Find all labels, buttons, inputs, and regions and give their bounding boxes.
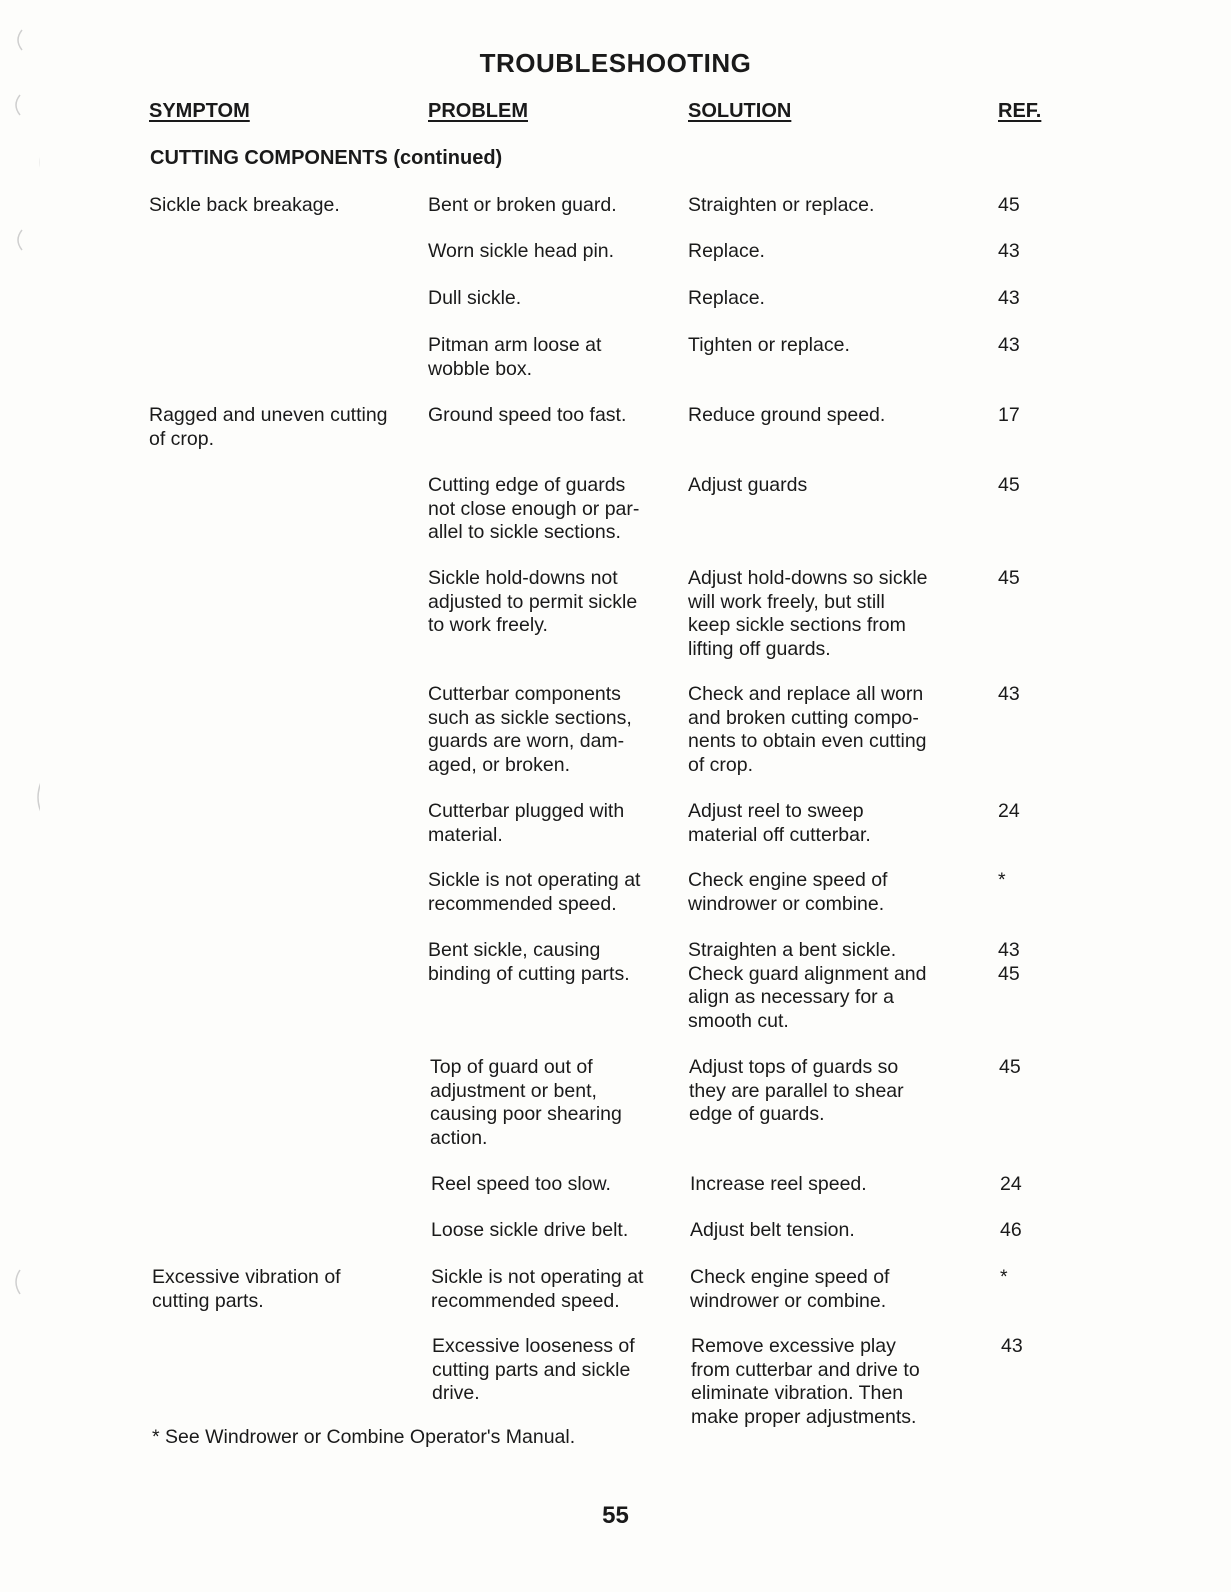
row-solution: Check engine speed of windrower or combine.: [688, 869, 888, 915]
row-problem: Cutterbar components such as sickle sections, guards are worn, dam- aged, or broken.: [428, 683, 632, 776]
row-problem: Bent or broken guard.: [428, 194, 617, 216]
row-ref: 45: [998, 194, 1020, 216]
row-ref: 43: [998, 334, 1020, 356]
row-solution: Adjust guards: [688, 474, 808, 496]
row-solution: Adjust reel to sweep material off cutterbar.: [688, 800, 871, 846]
row-solution: Check and replace all worn and broken cutting compo- nents to obtain even cutting of crop.: [688, 683, 927, 776]
row-ref: 45: [999, 1056, 1021, 1078]
row-problem: Cutterbar plugged with material.: [428, 800, 625, 846]
row-symptom: Sickle back breakage.: [149, 194, 340, 216]
row-problem: Excessive looseness of cutting parts and sickle drive.: [432, 1335, 635, 1404]
row-ref: 43: [1001, 1335, 1023, 1357]
row-solution: Adjust tops of guards so they are parallel to shear edge of guards.: [689, 1056, 904, 1125]
row-ref: 17: [998, 404, 1020, 426]
row-ref: 43: [998, 683, 1020, 705]
row-solution: Check engine speed of windrower or combine.: [690, 1266, 890, 1312]
row-solution: Straighten a bent sickle. Check guard alignment and align as necessary for a smooth cut.: [688, 939, 927, 1032]
row-solution: Increase reel speed.: [690, 1173, 867, 1195]
row-problem: Sickle hold-downs not adjusted to permit sickle to work freely.: [428, 567, 638, 636]
row-ref: 45: [998, 474, 1020, 496]
binding-edge-marks: [0, 0, 40, 1592]
row-problem: Ground speed too fast.: [428, 404, 627, 426]
page-title: TROUBLESHOOTING: [479, 48, 752, 78]
row-ref: *: [1000, 1266, 1008, 1288]
section-heading: CUTTING COMPONENTS (continued): [150, 147, 503, 169]
row-solution: Replace.: [688, 240, 765, 262]
row-symptom: Excessive vibration of cutting parts.: [152, 1266, 341, 1312]
ref-column-header: REF.: [998, 100, 1042, 122]
row-ref: 45: [998, 567, 1020, 589]
row-solution: Tighten or replace.: [688, 334, 850, 356]
row-problem: Bent sickle, causing binding of cutting parts.: [428, 939, 630, 985]
solution-column-header: SOLUTION: [688, 100, 792, 122]
page-number: 55: [602, 1502, 629, 1529]
row-symptom: Ragged and uneven cutting of crop.: [149, 404, 388, 450]
row-solution: Remove excessive play from cutterbar and drive to eliminate vibration. Then make proper adjustments.: [691, 1335, 920, 1428]
row-ref: 24: [998, 800, 1020, 822]
row-ref: 43: [998, 240, 1020, 262]
row-problem: Dull sickle.: [428, 287, 522, 309]
row-ref: 43 45: [998, 939, 1020, 985]
row-problem: Worn sickle head pin.: [428, 240, 615, 262]
row-solution: Adjust belt tension.: [690, 1219, 855, 1241]
footnote: * See Windrower or Combine Operator's Manual.: [152, 1426, 576, 1448]
row-problem: Top of guard out of adjustment or bent, causing poor shearing action.: [430, 1056, 622, 1149]
row-problem: Cutting edge of guards not close enough or par- allel to sickle sections.: [428, 474, 640, 543]
problem-column-header: PROBLEM: [428, 100, 528, 122]
row-solution: Reduce ground speed.: [688, 404, 886, 426]
row-solution: Adjust hold-downs so sickle will work freely, but still keep sickle sections from lifting off guards.: [688, 567, 928, 660]
row-ref: 24: [1000, 1173, 1022, 1195]
row-problem: Pitman arm loose at wobble box.: [428, 334, 602, 380]
row-solution: Straighten or replace.: [688, 194, 875, 216]
row-solution: Replace.: [688, 287, 765, 309]
symptom-column-header: SYMPTOM: [149, 100, 250, 122]
row-ref: 43: [998, 287, 1020, 309]
row-problem: Sickle is not operating at recommended speed.: [431, 1266, 644, 1312]
row-problem: Loose sickle drive belt.: [431, 1219, 629, 1241]
row-ref: 46: [1000, 1219, 1022, 1241]
row-problem: Reel speed too slow.: [431, 1173, 611, 1195]
row-problem: Sickle is not operating at recommended speed.: [428, 869, 641, 915]
row-ref: *: [998, 869, 1006, 891]
